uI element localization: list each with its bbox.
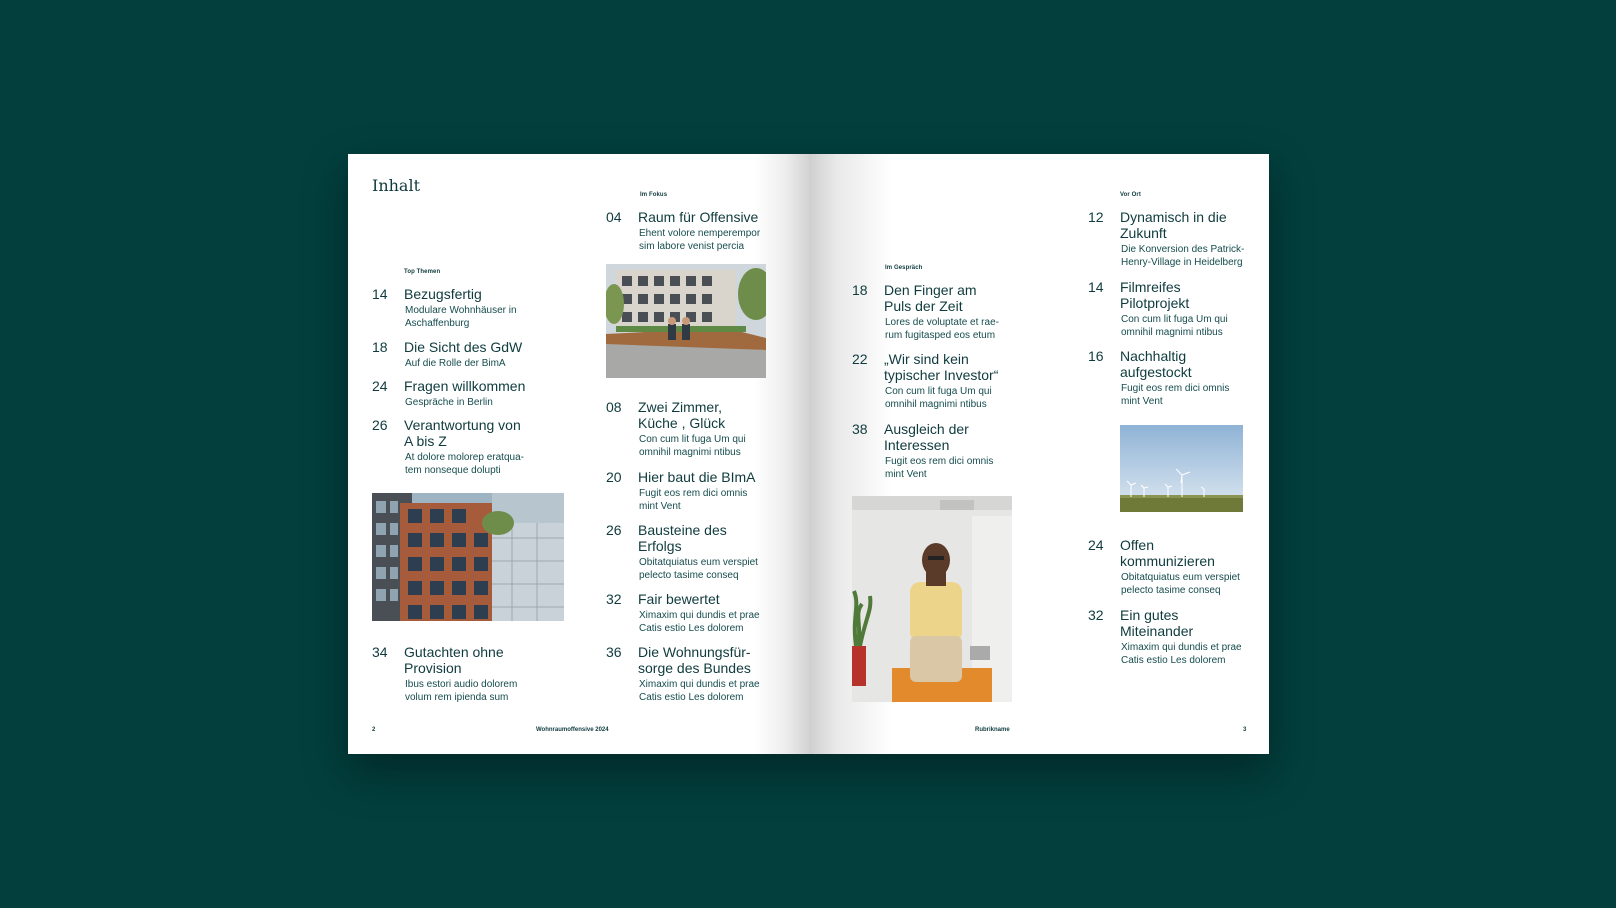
toc-page-number: 18: [372, 339, 388, 355]
toc-title: Hier baut die BImA: [638, 469, 756, 485]
toc-page-number: 26: [372, 417, 388, 433]
section-label-vor-ort: Vor Ort: [1120, 192, 1141, 198]
toc-subtitle: Modulare Wohnhäuser in Aschaffenburg: [405, 305, 517, 329]
magazine-spread: [348, 154, 1269, 754]
toc-title: Zwei Zimmer, Küche , Glück: [638, 399, 726, 431]
toc-subtitle: Fugit eos rem dici omnis mint Vent: [885, 456, 994, 480]
toc-subtitle: At dolore molorep eratqua- tem nonseque dolupti: [405, 452, 524, 476]
toc-title: Ausgleich der Interessen: [884, 421, 969, 453]
toc-page-number: 12: [1088, 209, 1104, 225]
toc-subtitle: Fugit eos rem dici omnis mint Vent: [1121, 383, 1230, 407]
toc-subtitle: Ximaxim qui dundis et prae Catis estio Les dolorem: [1121, 642, 1242, 666]
section-label-im-gespraech: Im Gespräch: [885, 265, 923, 271]
toc-page-number: 22: [852, 351, 868, 367]
toc-title: Nachhaltig aufgestockt: [1120, 348, 1192, 380]
toc-title: Filmreifes Pilotprojekt: [1120, 279, 1190, 311]
toc-subtitle: Lores de voluptate et rae- rum fugitasped eos etum: [885, 317, 999, 341]
section-label-im-fokus: Im Fokus: [640, 192, 668, 198]
toc-title: Die Wohnungsfür- sorge des Bundes: [638, 644, 751, 676]
toc-page-number: 18: [852, 282, 868, 298]
toc-page-number: 24: [372, 378, 388, 394]
toc-page-number: 36: [606, 644, 622, 660]
left-page: [348, 154, 809, 754]
portrait-photo: [852, 496, 1012, 702]
toc-subtitle: Obitatquiatus eum verspiet pelecto tasime conseq: [1121, 572, 1240, 596]
toc-page-number: 14: [372, 286, 388, 302]
page-heading: Inhalt: [372, 176, 421, 195]
toc-subtitle: Ximaxim qui dundis et prae Catis estio Les dolorem: [639, 610, 760, 634]
toc-subtitle: Ximaxim qui dundis et prae Catis estio Les dolorem: [639, 679, 760, 703]
toc-page-number: 38: [852, 421, 868, 437]
toc-page-number: 20: [606, 469, 622, 485]
toc-subtitle: Ibus estori audio dolorem volum rem ipienda sum: [405, 679, 518, 703]
windfarm-photo: [1120, 425, 1243, 512]
courtyard-photo: [606, 264, 766, 378]
footer-title: Rubrikname: [975, 727, 1010, 733]
section-label-top-themen: Top Themen: [404, 269, 441, 275]
toc-subtitle: Con cum lit fuga Um qui omnihil magnimi ntibus: [639, 434, 746, 458]
toc-title: Gutachten ohne Provision: [404, 644, 504, 676]
toc-title: Verantwortung von A bis Z: [404, 417, 521, 449]
toc-subtitle: Con cum lit fuga Um qui omnihil magnimi ntibus: [885, 386, 992, 410]
toc-page-number: 34: [372, 644, 388, 660]
toc-page-number: 24: [1088, 537, 1104, 553]
toc-subtitle: Auf die Rolle der BimA: [405, 358, 506, 369]
toc-page-number: 14: [1088, 279, 1104, 295]
toc-title: Raum für Offensive: [638, 209, 759, 225]
toc-title: „Wir sind kein typischer Investor“: [884, 351, 999, 383]
toc-page-number: 04: [606, 209, 622, 225]
toc-subtitle: Con cum lit fuga Um qui omnihil magnimi ntibus: [1121, 314, 1228, 338]
right-page: [809, 154, 1269, 754]
page-number: 3: [1243, 727, 1247, 733]
toc-subtitle: Obitatquiatus eum verspiet pelecto tasime conseq: [639, 557, 758, 581]
toc-page-number: 32: [606, 591, 622, 607]
toc-title: Den Finger am Puls der Zeit: [884, 282, 977, 314]
toc-title: Ein gutes Miteinander: [1120, 607, 1194, 639]
toc-title: Fragen willkommen: [404, 378, 526, 394]
toc-subtitle: Die Konversion des Patrick- Henry-Village in Heidelberg: [1121, 244, 1245, 268]
page-number: 2: [372, 727, 376, 733]
toc-page-number: 32: [1088, 607, 1104, 623]
toc-title: Dynamisch in die Zukunft: [1120, 209, 1227, 241]
footer-title: Wohnraumoffensive 2024: [536, 727, 609, 733]
toc-title: Offen kommunizieren: [1120, 537, 1215, 569]
toc-subtitle: Fugit eos rem dici omnis mint Vent: [639, 488, 748, 512]
toc-page-number: 16: [1088, 348, 1104, 364]
toc-subtitle: Ehent volore nemperempor sim labore venist percia: [639, 228, 761, 252]
toc-title: Bezugsfertig: [404, 286, 482, 302]
toc-title: Fair bewertet: [638, 591, 720, 607]
toc-page-number: 08: [606, 399, 622, 415]
toc-subtitle: Gespräche in Berlin: [405, 397, 493, 408]
toc-title: Die Sicht des GdW: [404, 339, 523, 355]
toc-page-number: 26: [606, 522, 622, 538]
toc-title: Bausteine des Erfolgs: [638, 522, 727, 554]
building-photo: [372, 493, 564, 621]
